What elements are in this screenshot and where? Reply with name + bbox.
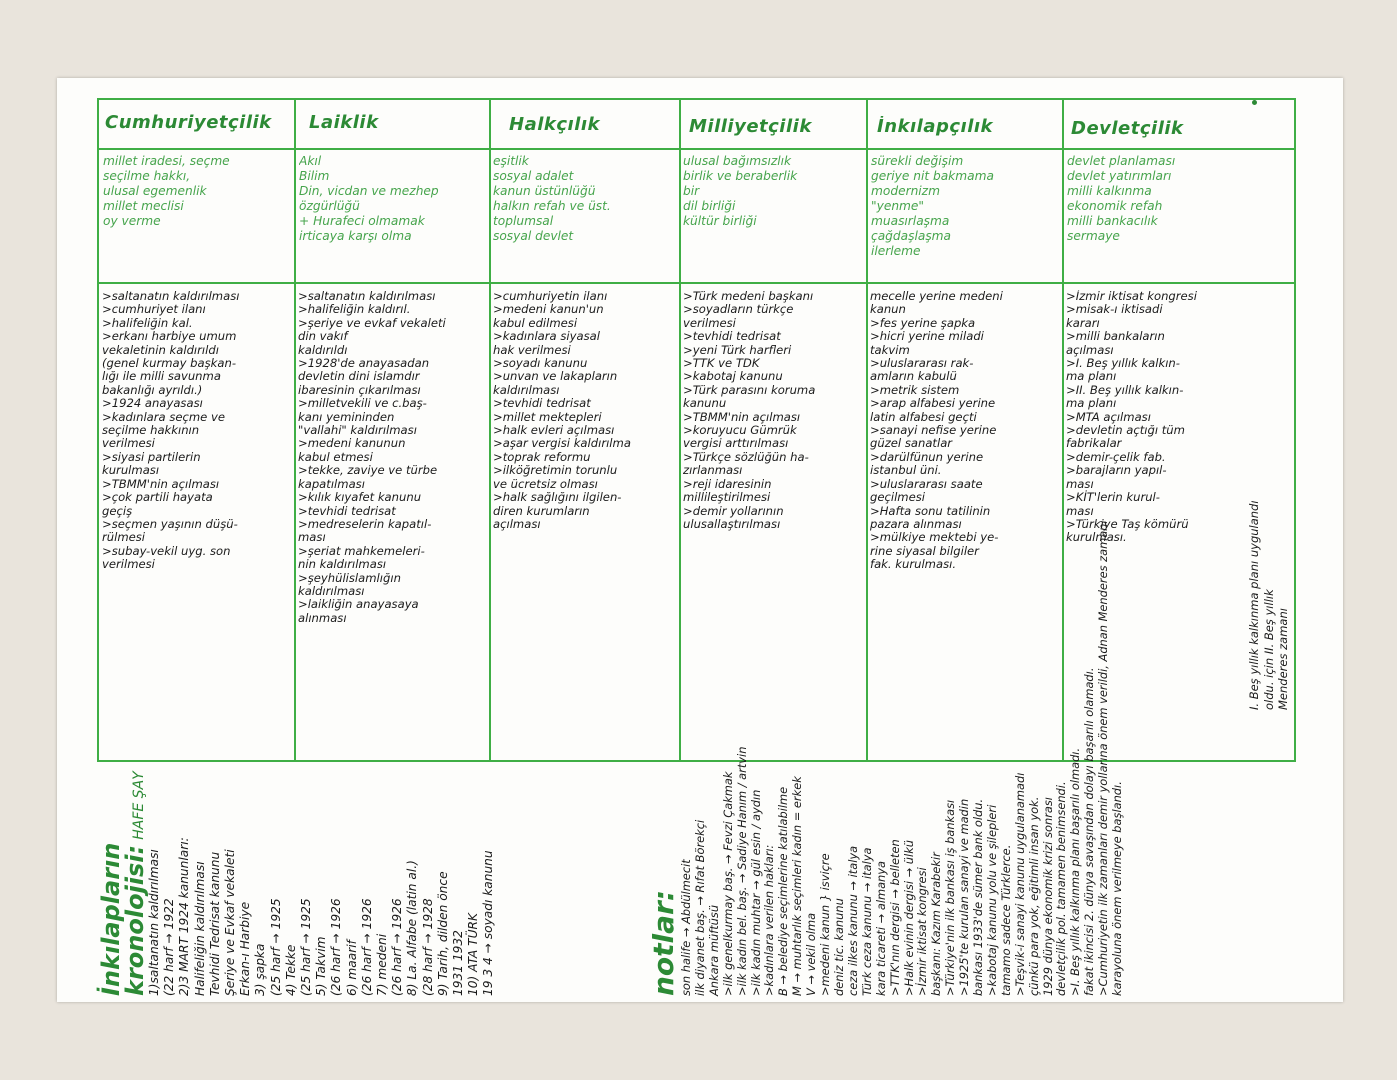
note-line: fakat ikincisi 2. dünya savaşından dolayı başarılı olamadı. — [1082, 667, 1097, 996]
chronology-line: 1)saltanatın kaldırılması — [147, 849, 161, 996]
chronology-line: 8) La. Alfabe (latin al.) — [405, 860, 420, 996]
item-line: kabul etmesi — [298, 449, 373, 464]
item-line: >aşar vergisi kaldırılma — [493, 436, 631, 451]
side-note-line: Menderes zamanı — [1276, 608, 1290, 710]
item-line: >şeyhülislamlığın — [298, 570, 401, 585]
side-note-line: oldu. için II. Beş yıllık — [1261, 589, 1276, 710]
chronology-line: Tevhidi Tedrisat kanunu — [207, 851, 222, 996]
item-line: >halk evleri açılması — [493, 423, 615, 438]
note-line: karayoluna önem verilmeye başlandı. — [1110, 781, 1125, 996]
definition-line: millet iradesi, seçme — [103, 154, 230, 168]
item-line: açılması — [1066, 342, 1114, 357]
item-line: >II. Beş yıllık kalkın- — [1066, 382, 1184, 397]
item-line: ve ücretsiz olması — [493, 476, 598, 491]
item-line: zırlanması — [683, 463, 743, 478]
note-line: çünkü para yok, eğitimli insan yok. — [1026, 796, 1041, 996]
definition-line: kanun üstünlüğü — [493, 184, 596, 198]
item-line: >ilköğretimin torunlu — [493, 463, 618, 478]
definitions-milliyetcilik — [683, 154, 865, 229]
item-line: >I. Beş yıllık kalkın- — [1066, 356, 1180, 371]
note-line: 1929 dünya ekonomik krizi sonrası — [1040, 797, 1055, 996]
item-line: geçilmesi — [870, 490, 925, 505]
item-line: >fes yerine şapka — [870, 315, 976, 330]
item-line: >unvan ve lakapların — [493, 369, 618, 384]
header-laiklik: Laiklik — [309, 112, 379, 133]
item-line: kanunu — [683, 396, 727, 411]
item-line: fak. kurulması. — [870, 557, 957, 572]
chronology-line: Halifeliğin kaldırılması — [192, 861, 207, 996]
item-line: seçilme hakkının — [102, 423, 200, 438]
notes-block — [647, 516, 1125, 996]
definition-line: kültür birliği — [683, 214, 757, 228]
chronology-line: 2)3 MART 1924 kanunları: — [177, 837, 192, 996]
header-milliyetcilik: Milliyetçilik — [689, 116, 812, 137]
side-note-line: I. Beş yıllık kalkınma planı uygulandı — [1247, 500, 1261, 710]
definition-line: toplumsal — [493, 214, 554, 228]
note-line: >Türkiye'nin ilk bankası iş bankası — [943, 799, 958, 996]
header-cumhuriyetcilik: Cumhuriyetçilik — [105, 112, 272, 133]
definition-line: muasırlaşma — [871, 214, 950, 228]
definition-line: Akıl — [299, 154, 322, 168]
chronology-line: 6) maarif — [344, 940, 359, 996]
header-inkilapcilik: İnkılapçılık — [877, 116, 994, 137]
definition-line: millet meclisi — [103, 199, 184, 213]
item-line: >subay-vekil uyg. son — [102, 543, 231, 558]
item-line: >medreselerin kapatıl- — [298, 516, 432, 531]
item-line: bakanlığı ayrıldı.) — [102, 382, 203, 397]
chronology-line: Şeriye ve Evkaf vekaleti — [223, 849, 238, 996]
definitions-devletcilik — [1067, 154, 1291, 244]
definition-line: özgürlüğü — [299, 199, 360, 213]
side-notes — [1247, 500, 1291, 710]
note-line: >ilk kadın bel. baş. → Sadiye Hanım / artvin — [734, 746, 749, 996]
note-line: >ilk kadın muhtar → gül esin / aydın — [748, 789, 763, 996]
definition-line: ulusal egemenlik — [103, 184, 207, 198]
chronology-subtitle: HAFE ŞAY — [131, 771, 147, 840]
definition-line: Bilim — [299, 169, 330, 183]
item-line: devletin dini islamdır — [298, 369, 420, 384]
item-line: >koruyucu Gümrük — [683, 423, 797, 438]
chronology-line: 4) Tekke — [283, 944, 298, 996]
definition-line: oy verme — [103, 214, 161, 228]
item-line: >kadınlara siyasal — [493, 329, 600, 344]
item-line: >TTK ve TDK — [683, 356, 760, 371]
note-line: >İzmir iktisat kongresi — [915, 867, 930, 996]
item-line: >1928'de anayasadan — [298, 356, 430, 371]
item-line: >arap alfabesi yerine — [870, 396, 996, 411]
items-cumhuriyetcilik — [102, 290, 294, 572]
chronology-line: 5) Takvim — [314, 936, 329, 996]
item-line: >KİT'lerin kurul- — [1066, 490, 1160, 505]
item-line: alınması — [298, 610, 347, 625]
item-line: pazara alınması — [870, 516, 962, 531]
item-line: ması — [1066, 503, 1094, 518]
item-line: >1924 anayasası — [102, 396, 203, 411]
chronology-list — [147, 771, 497, 996]
item-line: >misak-ı iktisadi — [1066, 302, 1163, 317]
paper-sheet — [57, 78, 1343, 1002]
item-line: >sanayi nefise yerine — [870, 423, 997, 438]
item-line: güzel sanatlar — [870, 436, 953, 451]
item-line: >seçmen yaşının düşü- — [102, 516, 238, 531]
item-line: ması — [298, 530, 326, 545]
item-line: ma planı — [1066, 396, 1117, 411]
note-line: Ankara müftüsü — [706, 904, 721, 996]
item-line: >mülkiye mektebi ye- — [870, 530, 999, 545]
item-line: kararı — [1066, 315, 1100, 330]
definition-line: çağdaşlaşma — [871, 229, 952, 243]
item-line: >soyadların türkçe — [683, 302, 794, 317]
definition-line: ekonomik refah — [1067, 199, 1163, 213]
item-line: açılması — [493, 516, 541, 531]
item-line: >uluslararası saate — [870, 476, 983, 491]
chronology-line: 10) ATA TÜRK — [466, 913, 481, 996]
item-line: >tevhidi tedrisat — [493, 396, 591, 411]
note-line: son halife → Abdülmecit — [679, 859, 693, 996]
item-line: >toprak reformu — [493, 449, 591, 464]
note-line: bankası 1933'de sümer bank oldu. — [971, 798, 986, 996]
item-line: kaldırılması — [493, 382, 560, 397]
item-line: >yeni Türk harfleri — [683, 342, 792, 357]
chronology-line: (26 harf → 1926 — [390, 898, 405, 996]
chronology-line: (26 harf → 1926 — [359, 898, 374, 996]
definition-line: bir — [683, 184, 700, 198]
item-line: >tevhidi tedrisat — [683, 329, 781, 344]
note-line: >Halk evinin dergisi → ülkü — [901, 839, 916, 996]
item-line: kurulması — [102, 463, 160, 478]
note-line: kara ticareti → almanya — [873, 860, 888, 996]
item-line: "vallahi" kaldırılması — [298, 423, 417, 438]
chronology-line: 3) şapka — [253, 943, 268, 996]
item-line: kaldırıldı — [298, 342, 348, 357]
item-line: >saltanatın kaldırılması — [102, 290, 240, 303]
note-line: >kabotaj kanunu yolu ve şilepleri — [984, 804, 999, 996]
item-line: kaldırılması — [298, 583, 365, 598]
item-line: >barajların yapıl- — [1066, 463, 1167, 478]
item-line: verilmesi — [102, 436, 155, 451]
item-line: kanı yemininden — [298, 409, 395, 424]
definition-line: eşitlik — [493, 154, 529, 168]
item-line: verilmesi — [683, 315, 736, 330]
items-milliyetcilik — [683, 290, 865, 531]
chronology-line: 9) Tarih, dilden önce — [435, 871, 450, 996]
item-line: >kadınlara seçme ve — [102, 409, 225, 424]
item-line: kapatılması — [298, 476, 365, 491]
item-line: vekaletinin kaldırıldı — [102, 342, 219, 357]
item-line: >TBMM'nin açılması — [102, 476, 220, 491]
note-line: >I. Beş yıllık kalkınma planı başarılı olmadı. — [1068, 747, 1083, 996]
item-line: >tevhidi tedrisat — [298, 503, 396, 518]
item-line: kabul edilmesi — [493, 315, 578, 330]
definition-line: + Hurafeci olmamak — [299, 214, 425, 228]
item-line: >siyasi partilerin — [102, 449, 201, 464]
definition-line: birlik ve beraberlik — [683, 169, 798, 183]
item-line: >darülfünun yerine — [870, 449, 984, 464]
chronology-line: 19 3 4 → soyadı kanunu — [481, 850, 496, 996]
item-line: >medeni kanunun — [298, 436, 406, 451]
chronology-block — [99, 771, 497, 996]
definitions-laiklik — [299, 154, 487, 244]
item-line: mecelle yerine medeni — [870, 290, 1003, 303]
definition-line: modernizm — [871, 184, 940, 198]
definitions-divider — [99, 282, 1294, 284]
item-line: >hicri yerine miladi — [870, 329, 984, 344]
definition-line: "yenme" — [871, 199, 925, 213]
item-line: millileştirilmesi — [683, 490, 771, 505]
chronology-line: 1931 1932 — [451, 930, 466, 996]
item-line: kurulması. — [1066, 530, 1127, 545]
item-line: >millet mektepleri — [493, 409, 602, 424]
item-line: verilmesi — [102, 557, 155, 572]
item-line: >şeriat mahkemeleri- — [298, 543, 425, 558]
note-line: V → vekil olma — [804, 912, 819, 996]
note-line: >ilk genelkurmay baş. → Fevzi Çakmak — [720, 771, 735, 996]
item-line: >halifeliğin kaldırıl. — [298, 302, 411, 317]
chronology-line: (25 harf → 1925 — [299, 898, 314, 996]
item-line: >cumhuriyet ilanı — [102, 302, 206, 317]
chronology-title-line1: İnkılapların — [97, 842, 125, 996]
note-line: ilk diyanet baş. → Rıfat Börekçi — [692, 819, 707, 996]
header-halkcilik: Halkçılık — [509, 114, 601, 135]
item-line: takvim — [870, 342, 910, 357]
note-line: tamamo sadece Türklerce. — [998, 844, 1013, 996]
item-line: ibaresinin çıkarılması — [298, 382, 421, 397]
item-line: >cumhuriyetin ilanı — [493, 290, 608, 303]
item-line: hak verilmesi — [493, 342, 571, 357]
items-devletcilik — [1066, 290, 1238, 545]
header-divider — [99, 148, 1294, 150]
item-line: >milli bankaların — [1066, 329, 1165, 344]
chronology-line: (28 harf → 1928 — [420, 898, 435, 996]
note-line: >medeni kanun } isviçre — [818, 853, 833, 996]
item-line: >demir yollarının — [683, 503, 784, 518]
item-line: istanbul üni. — [870, 463, 942, 478]
note-line: M → muhtarlık seçimleri kadın = erkek — [790, 776, 805, 996]
item-line: >Hafta sonu tatilinin — [870, 503, 991, 518]
item-line: >erkanı harbiye umum — [102, 329, 237, 344]
item-line: latin alfabesi geçti — [870, 409, 977, 424]
item-line: fabrikalar — [1066, 436, 1122, 451]
item-line: >şeriye ve evkaf vekaleti — [298, 315, 446, 330]
definition-line: sürekli değişim — [871, 154, 964, 168]
item-line: ma planı — [1066, 369, 1117, 384]
definition-line: milli bankacılık — [1067, 214, 1158, 228]
item-line: >reji idaresinin — [683, 476, 772, 491]
note-line: >TTK'nın dergisi → belleten — [887, 839, 902, 996]
chronology-line: 7) medeni — [375, 933, 390, 996]
note-line: ceza ilkes kanunu → italya — [845, 845, 860, 996]
note-line: >1925'te kurulan sanayi ve madin — [957, 798, 972, 996]
item-line: >Türk parasını koruma — [683, 382, 816, 397]
item-line: >Türkiye Taş kömürü — [1066, 516, 1189, 531]
item-line: rine siyasal bilgiler — [870, 543, 979, 558]
marker-dot — [1252, 100, 1257, 105]
chronology-title-line2: kronolojisi: — [121, 844, 149, 996]
item-line: >saltanatın kaldırılması — [298, 290, 436, 303]
item-line: >Türk medeni başkanı — [683, 290, 814, 303]
item-line: rülmesi — [102, 530, 146, 545]
definition-line: halkın refah ve üst. — [493, 199, 611, 213]
item-line: ması — [1066, 476, 1094, 491]
item-line: >milletvekili ve c.baş- — [298, 396, 427, 411]
items-halkcilik — [493, 290, 678, 531]
definitions-inkilapcilik — [871, 154, 1061, 259]
item-line: din vakıf — [298, 329, 348, 344]
item-line: >metrik sistem — [870, 382, 960, 397]
definition-line: dil birliği — [683, 199, 736, 213]
definition-line: sosyal adalet — [493, 169, 574, 183]
definition-line: sermaye — [1067, 229, 1120, 243]
note-line: >Teşvik-i sanayi kanunu uygulanamadı — [1012, 772, 1027, 996]
item-line: vergisi arttırılması — [683, 436, 789, 451]
definition-line: milli kalkınma — [1067, 184, 1152, 198]
item-line: >MTA açılması — [1066, 409, 1151, 424]
definition-line: geriye nit bakmama — [871, 169, 994, 183]
item-line: >soyadı kanunu — [493, 356, 588, 371]
item-line: >kılık kıyafet kanunu — [298, 490, 422, 505]
chronology-line: (22 harf → 1922 — [162, 898, 177, 996]
note-line: devletçilik pol. tamamen benimsendi. — [1054, 781, 1069, 996]
note-line: Türk ceza kanunu → italya — [859, 847, 874, 996]
item-line: >Türkçe sözlüğün ha- — [683, 449, 809, 464]
column-divider — [489, 100, 491, 760]
item-line: >kabotaj kanunu — [683, 369, 783, 384]
header-devletcilik: Devletçilik — [1071, 118, 1184, 139]
item-line: >demir-çelik fab. — [1066, 449, 1166, 464]
definitions-halkcilik — [493, 154, 677, 244]
item-line: >uluslararası rak- — [870, 356, 974, 371]
note-line: deniz tic. kanunu — [831, 898, 846, 996]
definition-line: devlet planlaması — [1067, 154, 1176, 168]
item-line: amların kabulü — [870, 369, 957, 384]
item-line: diren kurumların — [493, 503, 590, 518]
note-line: B → belediye seçimlerine katılabilme — [776, 786, 791, 996]
chronology-line: (26 harf → 1926 — [329, 898, 344, 996]
chronology-line: Erkan-ı Harbiye — [238, 901, 253, 996]
notes-title: notlar: — [647, 889, 680, 996]
chronology-line: (25 harf → 1925 — [268, 898, 283, 996]
definition-line: ilerleme — [871, 244, 921, 258]
definition-line: sosyal devlet — [493, 229, 574, 243]
items-laiklik — [298, 290, 488, 625]
item-line: >halifeliğin kal. — [102, 315, 193, 330]
column-divider — [294, 100, 296, 760]
item-line: (genel kurmay başkan- — [102, 356, 237, 371]
item-line: >halk sağlığını ilgilen- — [493, 490, 622, 505]
item-line: lığı ile milli savunma — [102, 369, 221, 384]
item-line: >İzmir iktisat kongresi — [1066, 290, 1197, 303]
item-line: >medeni kanun'un — [493, 302, 604, 317]
item-line: >devletin açtığı tüm — [1066, 423, 1185, 438]
item-line: kanun — [870, 302, 906, 317]
definition-line: devlet yatırımları — [1067, 169, 1172, 183]
note-line: >Cumhuriyetin ilk zamanları demir yollarına önem verildi, Adnan Menderes zamanı — [1096, 520, 1111, 996]
definition-line: seçilme hakkı, — [103, 169, 191, 183]
note-line: başkanı: Kazım Karabekir — [929, 852, 944, 996]
item-line: >çok partili hayata — [102, 490, 213, 505]
notes-list — [679, 516, 1125, 996]
definition-line: irticaya karşı olma — [299, 229, 412, 243]
item-line: >TBMM'nin açılması — [683, 409, 801, 424]
definition-line: Din, vicdan ve mezhep — [299, 184, 439, 198]
item-line: nin kaldırılması — [298, 557, 387, 572]
item-line: >laikliğin anayasaya — [298, 597, 419, 612]
note-line: >kadınlara verilen hakları: — [762, 844, 777, 996]
item-line: >tekke, zaviye ve türbe — [298, 463, 438, 478]
item-line: ulusallaştırılması — [683, 516, 781, 531]
definition-line: ulusal bağımsızlık — [683, 154, 792, 168]
definitions-cumhuriyetcilik — [103, 154, 293, 229]
item-line: geçiş — [102, 503, 133, 518]
